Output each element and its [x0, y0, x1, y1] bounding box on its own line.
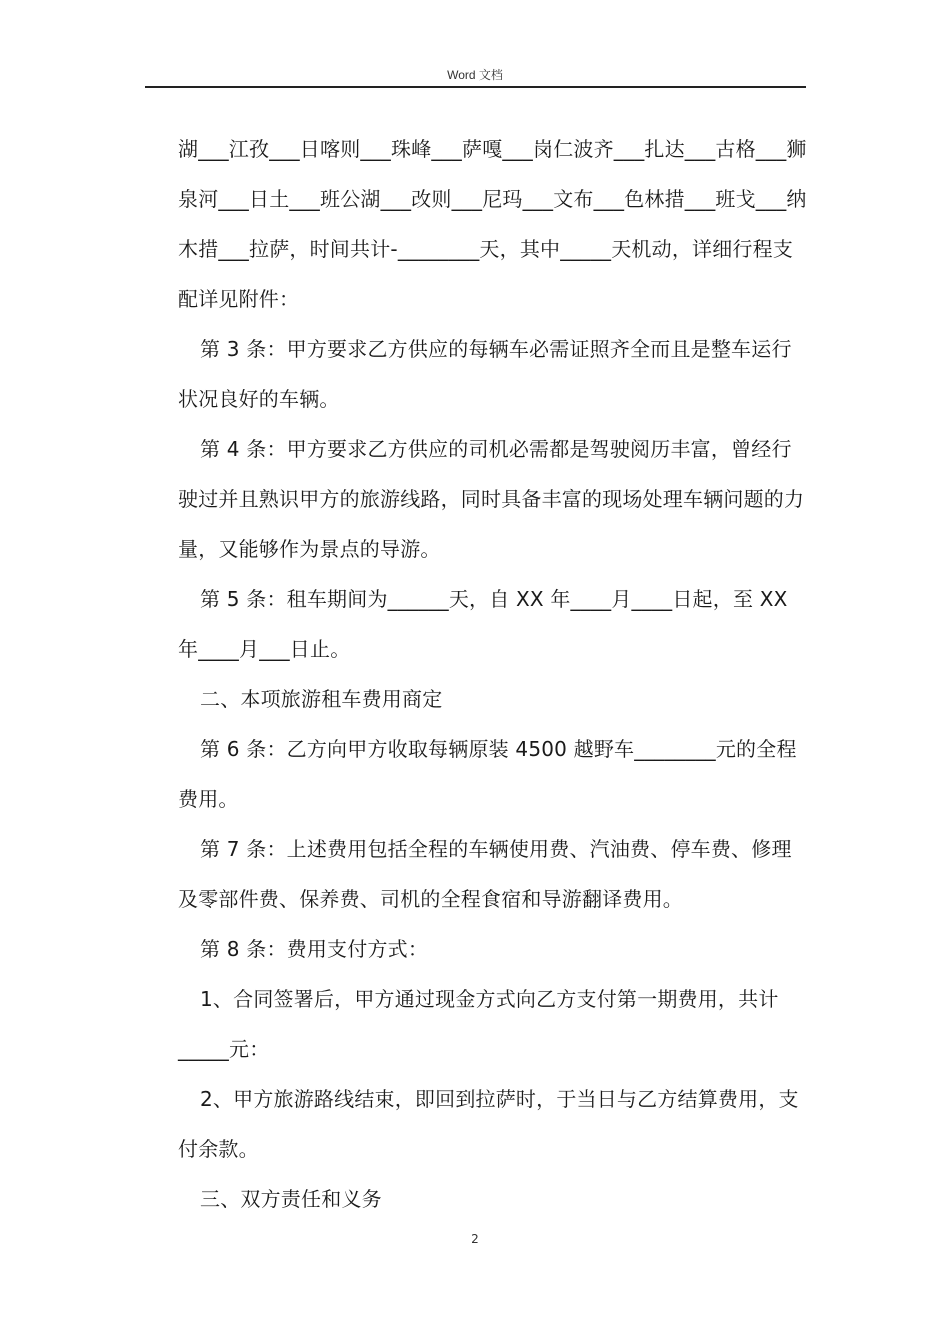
paragraph-article-3: 第 3 条：甲方要求乙方供应的每辆车必需证照齐全而且是整车运行状况良好的车辆。	[178, 337, 792, 411]
document-header: Word 文档	[447, 68, 503, 82]
paragraph-article-7: 第 7 条：上述费用包括全程的车辆使用费、汽油费、停车费、修理及零部件费、保养费、司机的全程食宿和导游翻译费用。	[178, 837, 792, 911]
document-body	[178, 124, 808, 1224]
paragraph-article-6: 第 6 条：乙方向甲方收取每辆原装 4500 越野车________元的全程费用。	[178, 737, 797, 811]
paragraph-article-5: 第 5 条：租车期间为______天，自 XX 年____月____日起，至 XX 年____月___日止。	[178, 587, 795, 661]
section-heading-fees: 二、本项旅游租车费用商定	[200, 687, 443, 711]
section-heading-duties: 三、双方责任和义务	[200, 1187, 382, 1211]
page-number: 2	[471, 1232, 479, 1246]
paragraph-article-4: 第 4 条：甲方要求乙方供应的司机必需都是驾驶阅历丰富，曾经行驶过并且熟识甲方的旅游线路，同时具备丰富的现场处理车辆问题的力量，又能够作为景点的导游。	[178, 437, 805, 561]
paragraph-article-8: 第 8 条：费用支付方式：	[200, 937, 429, 961]
paragraph-itinerary: 湖___江孜___日喀则___珠峰___萨嘎___岗仁波齐___扎达___古格___狮泉河___日土___班公湖___改则___尼玛___文布___色林措___班戈___纳木措___拉萨，时间共计-________天，其中_____天机动，详细行程支配详见附件：	[178, 137, 807, 311]
header-divider	[145, 86, 806, 88]
paragraph-payment-2: 2、甲方旅游路线结束，即回到拉萨时，于当日与乙方结算费用，支付余款。	[178, 1087, 799, 1161]
paragraph-payment-1: 1、合同签署后，甲方通过现金方式向乙方支付第一期费用，共计_____元：	[178, 987, 779, 1061]
